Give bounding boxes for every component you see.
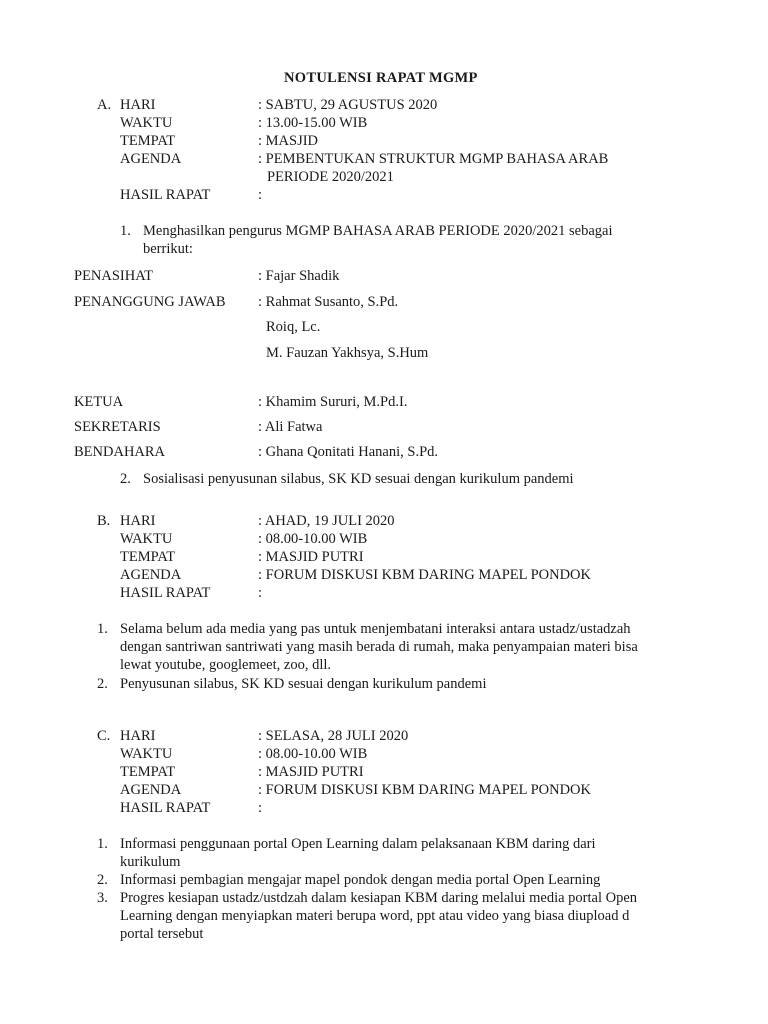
board-responsible-value: : Rahmat Susanto, S.Pd.	[258, 294, 399, 310]
section-c-item-3-line-1: Progres kesiapan ustadz/ustdzah dalam kesiapan KBM daring melalui media portal Open	[120, 890, 638, 906]
board-treasurer-label: BENDAHARA	[74, 444, 166, 460]
board-chair-value: : Khamim Sururi, M.Pd.I.	[258, 394, 408, 410]
board-secretary-label: SEKRETARIS	[74, 419, 161, 435]
section-c-result-value: :	[258, 800, 263, 816]
section-c-time-label: WAKTU	[120, 746, 173, 762]
section-b-place-label: TEMPAT	[120, 549, 176, 565]
section-a-item-2-number: 2.	[120, 471, 131, 487]
section-b-item-1-number: 1.	[97, 621, 108, 637]
section-c-day-value: : SELASA, 28 JULI 2020	[258, 728, 409, 744]
section-a-agenda-label: AGENDA	[120, 151, 182, 167]
section-c-marker: C.	[97, 728, 111, 744]
section-b-place-value: : MASJID PUTRI	[258, 549, 364, 565]
section-a-place-value: : MASJID	[258, 133, 319, 149]
section-a-time-label: WAKTU	[120, 115, 173, 131]
section-b-time-value: : 08.00-10.00 WIB	[258, 531, 368, 547]
section-c-item-2-line-1: Informasi pembagian mengajar mapel pondok dengan media portal Open Learning	[120, 872, 601, 888]
section-a-agenda-value-cont: PERIODE 2020/2021	[267, 169, 394, 185]
section-b-item-1-line-1: Selama belum ada media yang pas untuk menjembatani interaksi antara ustadz/ustadzah	[120, 621, 631, 637]
section-a-item-2-text: Sosialisasi penyusunan silabus, SK KD sesuai dengan kurikulum pandemi	[143, 471, 574, 487]
section-a-item-1-line-2: berrikut:	[143, 241, 193, 257]
section-b-marker: B.	[97, 513, 111, 529]
section-b-item-2-number: 2.	[97, 676, 108, 692]
section-a-day-label: HARI	[120, 97, 156, 113]
section-a-item-1-line-1: Menghasilkan pengurus MGMP BAHASA ARAB PERIODE 2020/2021 sebagai	[143, 223, 613, 239]
section-b-item-1-line-2: dengan santriwan santriwati yang masih berada di rumah, maka penyampaian materi bisa	[120, 639, 638, 655]
section-c-place-value: : MASJID PUTRI	[258, 764, 364, 780]
board-treasurer-value: : Ghana Qonitati Hanani, S.Pd.	[258, 444, 439, 460]
section-b-agenda-value: : FORUM DISKUSI KBM DARING MAPEL PONDOK	[258, 567, 591, 583]
section-c-day-label: HARI	[120, 728, 156, 744]
section-c-time-value: : 08.00-10.00 WIB	[258, 746, 368, 762]
section-b-result-label: HASIL RAPAT	[120, 585, 211, 601]
section-a-result-label: HASIL RAPAT	[120, 187, 211, 203]
section-c-agenda-label: AGENDA	[120, 782, 182, 798]
section-c-place-label: TEMPAT	[120, 764, 176, 780]
section-c-item-1-number: 1.	[97, 836, 108, 852]
document-title: NOTULENSI RAPAT MGMP	[284, 70, 478, 86]
board-responsible-label: PENANGGUNG JAWAB	[74, 294, 226, 310]
section-a-marker: A.	[97, 97, 112, 113]
section-a-agenda-value: : PEMBENTUKAN STRUKTUR MGMP BAHASA ARAB	[258, 151, 609, 167]
board-advisor-value: : Fajar Shadik	[258, 268, 340, 284]
section-b-time-label: WAKTU	[120, 531, 173, 547]
section-a-day-value: : SABTU, 29 AGUSTUS 2020	[258, 97, 438, 113]
section-a-item-1-number: 1.	[120, 223, 131, 239]
section-c-agenda-value: : FORUM DISKUSI KBM DARING MAPEL PONDOK	[258, 782, 591, 798]
section-b-day-label: HARI	[120, 513, 156, 529]
section-b-item-1-line-3: lewat youtube, googlemeet, zoo, dll.	[120, 657, 332, 673]
section-a-time-value: : 13.00-15.00 WIB	[258, 115, 368, 131]
section-c-item-1-line-2: kurikulum	[120, 854, 181, 870]
section-c-item-3-line-3: portal tersebut	[120, 926, 204, 942]
section-b-agenda-label: AGENDA	[120, 567, 182, 583]
section-a-place-label: TEMPAT	[120, 133, 176, 149]
section-c-item-1-line-1: Informasi penggunaan portal Open Learning dalam pelaksanaan KBM daring dari	[120, 836, 596, 852]
section-c-result-label: HASIL RAPAT	[120, 800, 211, 816]
board-chair-label: KETUA	[74, 394, 124, 410]
section-c-item-3-line-2: Learning dengan menyiapkan materi berupa word, ppt atau video yang biasa diupload d	[120, 908, 630, 924]
board-responsible-value-2: Roiq, Lc.	[266, 319, 321, 335]
section-c-item-2-number: 2.	[97, 872, 108, 888]
board-advisor-label: PENASIHAT	[74, 268, 153, 284]
section-c-item-3-number: 3.	[97, 890, 108, 906]
section-b-result-value: :	[258, 585, 263, 601]
section-a-result-value: :	[258, 187, 263, 203]
board-responsible-value-3: M. Fauzan Yakhsya, S.Hum	[266, 345, 429, 361]
section-b-day-value: : AHAD, 19 JULI 2020	[258, 513, 395, 529]
board-secretary-value: : Ali Fatwa	[258, 419, 323, 435]
section-b-item-2-line-1: Penyusunan silabus, SK KD sesuai dengan kurikulum pandemi	[120, 676, 487, 692]
